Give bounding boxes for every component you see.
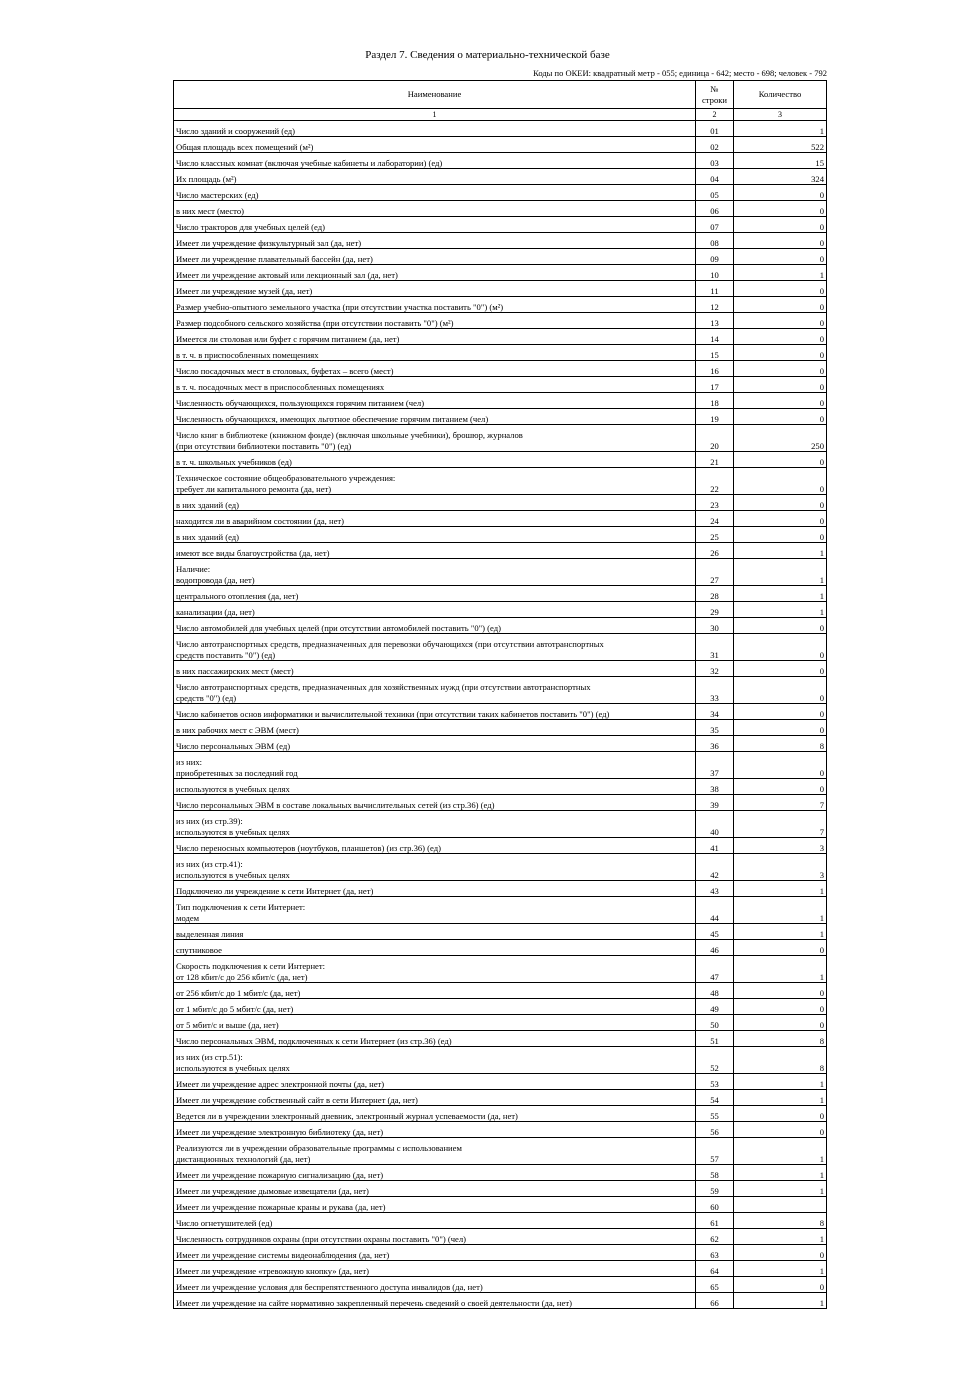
table-row [174, 1047, 827, 1074]
row-quantity-cell: 0 [734, 704, 827, 720]
row-name-cell: Число персональных ЭВМ, подключенных к сети Интернет (из стр.36) (ед) [174, 1031, 696, 1047]
row-quantity-cell: 8 [734, 1047, 827, 1074]
table-row [174, 543, 827, 559]
row-number-cell: 26 [696, 543, 734, 559]
header-name: Наименование [174, 81, 696, 109]
table-row [174, 511, 827, 527]
row-quantity-cell: 0 [734, 233, 827, 249]
table-row [174, 1181, 827, 1197]
row-quantity-cell: 1 [734, 265, 827, 281]
row-name-cell: выделенная линия [174, 924, 696, 940]
row-number-cell: 08 [696, 233, 734, 249]
row-quantity-cell: 7 [734, 811, 827, 838]
row-name-cell: Подключено ли учреждение к сети Интернет (да, нет) [174, 881, 696, 897]
row-name-cell: Тип подключения к сети Интернет: модем [174, 897, 696, 924]
table-row [174, 1293, 827, 1309]
table-row [174, 1031, 827, 1047]
row-number-cell: 59 [696, 1181, 734, 1197]
row-number-cell: 29 [696, 602, 734, 618]
row-name-cell: Численность сотрудников охраны (при отсутствии охраны поставить "0") (чел) [174, 1229, 696, 1245]
row-quantity-cell: 0 [734, 1106, 827, 1122]
row-number-cell: 51 [696, 1031, 734, 1047]
header-quantity: Количество [734, 81, 827, 109]
table-row [174, 281, 827, 297]
row-quantity-cell: 1 [734, 1074, 827, 1090]
table-row [174, 452, 827, 468]
table-row [174, 527, 827, 543]
table-row [174, 1074, 827, 1090]
row-name-cell: в них рабочих мест с ЭВМ (мест) [174, 720, 696, 736]
table-row [174, 409, 827, 425]
row-number-cell: 10 [696, 265, 734, 281]
index-col-1: 1 [174, 109, 696, 121]
row-number-cell: 19 [696, 409, 734, 425]
row-number-cell: 38 [696, 779, 734, 795]
table-row [174, 249, 827, 265]
table-row [174, 1106, 827, 1122]
row-quantity-cell: 8 [734, 736, 827, 752]
row-number-cell: 14 [696, 329, 734, 345]
row-quantity-cell: 1 [734, 1293, 827, 1309]
table-row [174, 377, 827, 393]
row-number-cell: 58 [696, 1165, 734, 1181]
row-number-cell: 55 [696, 1106, 734, 1122]
table-row [174, 956, 827, 983]
section-title: Раздел 7. Сведения о материально-технической базе [365, 49, 610, 61]
table-row [174, 468, 827, 495]
table-row [174, 634, 827, 661]
row-number-cell: 36 [696, 736, 734, 752]
row-number-cell: 05 [696, 185, 734, 201]
row-name-cell: от 1 мбит/с до 5 мбит/с (да, нет) [174, 999, 696, 1015]
row-name-cell: из них (из стр.41): используются в учебных целях [174, 854, 696, 881]
row-quantity-cell: 7 [734, 795, 827, 811]
row-name-cell: Наличие: водопровода (да, нет) [174, 559, 696, 586]
row-quantity-cell: 1 [734, 543, 827, 559]
row-quantity-cell: 0 [734, 1245, 827, 1261]
row-name-cell: Число классных комнат (включая учебные кабинеты и лаборатории) (ед) [174, 153, 696, 169]
row-quantity-cell: 15 [734, 153, 827, 169]
row-quantity-cell: 0 [734, 940, 827, 956]
table-row [174, 677, 827, 704]
row-number-cell: 50 [696, 1015, 734, 1031]
row-name-cell: Имеет ли учреждение собственный сайт в сети Интернет (да, нет) [174, 1090, 696, 1106]
table-row [174, 169, 827, 185]
row-number-cell: 61 [696, 1213, 734, 1229]
row-name-cell: Имеет ли учреждение дымовые извещатели (да, нет) [174, 1181, 696, 1197]
row-name-cell: Скорость подключения к сети Интернет: от 128 кбит/с до 256 кбит/с (да, нет) [174, 956, 696, 983]
row-number-cell: 24 [696, 511, 734, 527]
row-quantity-cell: 0 [734, 677, 827, 704]
row-name-cell: Численность обучающихся, имеющих льготное обеспечение горячим питанием (чел) [174, 409, 696, 425]
table-row [174, 752, 827, 779]
row-quantity-cell: 1 [734, 881, 827, 897]
row-quantity-cell: 0 [734, 361, 827, 377]
row-name-cell: Имеет ли учреждение условия для беспрепятственного доступа инвалидов (да, нет) [174, 1277, 696, 1293]
table-row [174, 137, 827, 153]
row-name-cell: Число персональных ЭВМ в составе локальных вычислительных сетей (из стр.36) (ед) [174, 795, 696, 811]
row-quantity-cell: 1 [734, 1181, 827, 1197]
table-row [174, 393, 827, 409]
index-col-2: 2 [696, 109, 734, 121]
table-row [174, 559, 827, 586]
row-number-cell: 22 [696, 468, 734, 495]
row-name-cell: Число огнетушителей (ед) [174, 1213, 696, 1229]
table-row [174, 1122, 827, 1138]
table-row [174, 1277, 827, 1293]
row-name-cell: Техническое состояние общеобразовательного учреждения: требует ли капитального ремонта (да, нет) [174, 468, 696, 495]
row-name-cell: в т. ч. в приспособленных помещениях [174, 345, 696, 361]
row-quantity-cell: 1 [734, 1090, 827, 1106]
row-number-cell: 48 [696, 983, 734, 999]
row-number-cell: 37 [696, 752, 734, 779]
table-row [174, 345, 827, 361]
row-number-cell: 03 [696, 153, 734, 169]
table-row [174, 704, 827, 720]
row-quantity-cell: 0 [734, 1277, 827, 1293]
row-number-cell: 56 [696, 1122, 734, 1138]
row-number-cell: 39 [696, 795, 734, 811]
row-number-cell: 45 [696, 924, 734, 940]
table-row [174, 121, 827, 137]
row-quantity-cell: 1 [734, 1229, 827, 1245]
row-number-cell: 65 [696, 1277, 734, 1293]
row-name-cell: из них (из стр.39): используются в учебных целях [174, 811, 696, 838]
row-name-cell: Число автотранспортных средств, предназначенных для перевозки обучающихся (при отсутствии автотранспортных средств поставить "0") (ед) [174, 634, 696, 661]
row-number-cell: 40 [696, 811, 734, 838]
row-quantity-cell: 1 [734, 956, 827, 983]
table-row [174, 1245, 827, 1261]
row-number-cell: 53 [696, 1074, 734, 1090]
table-row [174, 795, 827, 811]
row-quantity-cell: 0 [734, 983, 827, 999]
row-number-cell: 54 [696, 1090, 734, 1106]
row-name-cell: Число кабинетов основ информатики и вычислительной техники (при отсутствии таких кабинетов поставить "0") (ед) [174, 704, 696, 720]
row-number-cell: 52 [696, 1047, 734, 1074]
row-quantity-cell: 1 [734, 559, 827, 586]
table-row [174, 495, 827, 511]
table-row [174, 838, 827, 854]
row-quantity-cell: 0 [734, 1122, 827, 1138]
row-name-cell: Имеется ли столовая или буфет с горячим питанием (да, нет) [174, 329, 696, 345]
row-quantity-cell: 522 [734, 137, 827, 153]
table-row [174, 924, 827, 940]
row-number-cell: 12 [696, 297, 734, 313]
row-name-cell: Имеет ли учреждение электронную библиотеку (да, нет) [174, 1122, 696, 1138]
row-number-cell: 42 [696, 854, 734, 881]
row-number-cell: 27 [696, 559, 734, 586]
row-name-cell: в них пассажирских мест (мест) [174, 661, 696, 677]
row-number-cell: 60 [696, 1197, 734, 1213]
row-quantity-cell: 8 [734, 1213, 827, 1229]
row-number-cell: 57 [696, 1138, 734, 1165]
row-name-cell: Имеет ли учреждение «тревожную кнопку» (да, нет) [174, 1261, 696, 1277]
row-name-cell: используются в учебных целях [174, 779, 696, 795]
table-row [174, 233, 827, 249]
row-name-cell: Число переносных компьютеров (ноутбуков, планшетов) (из стр.36) (ед) [174, 838, 696, 854]
row-quantity-cell: 0 [734, 249, 827, 265]
row-name-cell: Имеет ли учреждение музей (да, нет) [174, 281, 696, 297]
row-name-cell: из них (из стр.51): используются в учебных целях [174, 1047, 696, 1074]
row-quantity-cell: 1 [734, 586, 827, 602]
row-quantity-cell: 0 [734, 217, 827, 233]
row-quantity-cell: 1 [734, 897, 827, 924]
row-quantity-cell: 3 [734, 838, 827, 854]
row-name-cell: Число мастерских (ед) [174, 185, 696, 201]
table-row [174, 736, 827, 752]
row-name-cell: от 256 кбит/с до 1 мбит/с (да, нет) [174, 983, 696, 999]
row-name-cell: находится ли в аварийном состоянии (да, нет) [174, 511, 696, 527]
row-name-cell: Размер подсобного сельского хозяйства (при отсутствии поставить "0") (м²) [174, 313, 696, 329]
row-number-cell: 28 [696, 586, 734, 602]
row-quantity-cell: 3 [734, 854, 827, 881]
table-row [174, 361, 827, 377]
row-name-cell: Имеет ли учреждение плавательный бассейн (да, нет) [174, 249, 696, 265]
row-name-cell: Имеет ли учреждение системы видеонаблюдения (да, нет) [174, 1245, 696, 1261]
row-quantity-cell: 0 [734, 297, 827, 313]
table-row [174, 1229, 827, 1245]
row-name-cell: в них зданий (ед) [174, 495, 696, 511]
row-name-cell: Имеет ли учреждение актовый или лекционный зал (да, нет) [174, 265, 696, 281]
row-name-cell: Имеет ли учреждение пожарную сигнализацию (да, нет) [174, 1165, 696, 1181]
row-number-cell: 09 [696, 249, 734, 265]
table-row [174, 618, 827, 634]
table-row [174, 779, 827, 795]
row-name-cell: спутниковое [174, 940, 696, 956]
row-quantity-cell: 1 [734, 924, 827, 940]
row-quantity-cell: 0 [734, 185, 827, 201]
table-row [174, 602, 827, 618]
row-quantity-cell: 0 [734, 511, 827, 527]
row-name-cell: Ведется ли в учреждении электронный дневник, электронный журнал успеваемости (да, нет) [174, 1106, 696, 1122]
table-row [174, 999, 827, 1015]
row-quantity-cell: 0 [734, 527, 827, 543]
row-number-cell: 25 [696, 527, 734, 543]
row-quantity-cell: 1 [734, 1165, 827, 1181]
table-row [174, 201, 827, 217]
row-name-cell: Имеет ли учреждение пожарные краны и рукава (да, нет) [174, 1197, 696, 1213]
index-col-3: 3 [734, 109, 827, 121]
row-quantity-cell: 250 [734, 425, 827, 452]
material-base-table [173, 80, 827, 1309]
row-number-cell: 35 [696, 720, 734, 736]
row-number-cell: 43 [696, 881, 734, 897]
header-row-number: № строки [696, 81, 734, 109]
row-name-cell: Число автомобилей для учебных целей (при отсутствии автомобилей поставить "0") (ед) [174, 618, 696, 634]
row-name-cell: в т. ч. посадочных мест в приспособленных помещениях [174, 377, 696, 393]
table-row [174, 983, 827, 999]
row-number-cell: 47 [696, 956, 734, 983]
row-quantity-cell: 0 [734, 634, 827, 661]
table-body [174, 121, 827, 1309]
row-number-cell: 13 [696, 313, 734, 329]
row-number-cell: 11 [696, 281, 734, 297]
row-quantity-cell: 0 [734, 720, 827, 736]
row-name-cell: в них зданий (ед) [174, 527, 696, 543]
table-row [174, 720, 827, 736]
row-quantity-cell: 0 [734, 409, 827, 425]
row-number-cell: 32 [696, 661, 734, 677]
row-number-cell: 21 [696, 452, 734, 468]
row-name-cell: Число зданий и сооружений (ед) [174, 121, 696, 137]
row-name-cell: от 5 мбит/с и выше (да, нет) [174, 1015, 696, 1031]
row-name-cell: из них: приобретенных за последний год [174, 752, 696, 779]
row-name-cell: Число персональных ЭВМ (ед) [174, 736, 696, 752]
row-number-cell: 23 [696, 495, 734, 511]
row-number-cell: 01 [696, 121, 734, 137]
row-name-cell: Имеет ли учреждение физкультурный зал (да, нет) [174, 233, 696, 249]
row-number-cell: 49 [696, 999, 734, 1015]
row-number-cell: 30 [696, 618, 734, 634]
row-name-cell: Число книг в библиотеке (книжном фонде) (включая школьные учебники), брошюр, журналов (при отсутствии библиотеки поставить "0") (ед) [174, 425, 696, 452]
row-quantity-cell: 0 [734, 345, 827, 361]
row-number-cell: 02 [696, 137, 734, 153]
row-quantity-cell: 0 [734, 752, 827, 779]
row-number-cell: 66 [696, 1293, 734, 1309]
table-row [174, 881, 827, 897]
row-number-cell: 18 [696, 393, 734, 409]
row-number-cell: 41 [696, 838, 734, 854]
row-name-cell: имеют все виды благоустройства (да, нет) [174, 543, 696, 559]
row-number-cell: 46 [696, 940, 734, 956]
row-quantity-cell: 0 [734, 377, 827, 393]
row-quantity-cell: 1 [734, 1261, 827, 1277]
row-number-cell: 44 [696, 897, 734, 924]
table-row [174, 940, 827, 956]
row-number-cell: 04 [696, 169, 734, 185]
row-quantity-cell: 0 [734, 452, 827, 468]
row-quantity-cell: 0 [734, 999, 827, 1015]
row-quantity-cell: 0 [734, 618, 827, 634]
row-quantity-cell: 1 [734, 121, 827, 137]
okei-codes: Коды по ОКЕИ: квадратный метр - 055; единица - 642; место - 698; человек - 792 [533, 68, 827, 78]
row-name-cell: Реализуются ли в учреждении образовательные программы с использованием дистанционных технологий (да, нет) [174, 1138, 696, 1165]
row-number-cell: 15 [696, 345, 734, 361]
row-quantity-cell: 0 [734, 779, 827, 795]
row-name-cell: Число автотранспортных средств, предназначенных для хозяйственных нужд (при отсутствии автотранспортных средств "0") (ед) [174, 677, 696, 704]
row-name-cell: Численность обучающихся, пользующихся горячим питанием (чел) [174, 393, 696, 409]
row-number-cell: 64 [696, 1261, 734, 1277]
row-quantity-cell: 0 [734, 393, 827, 409]
table-row [174, 329, 827, 345]
table-row [174, 661, 827, 677]
row-quantity-cell: 0 [734, 201, 827, 217]
row-name-cell: Размер учебно-опытного земельного участка (при отсутствии участка поставить "0") (м²) [174, 297, 696, 313]
row-quantity-cell: 0 [734, 281, 827, 297]
row-quantity-cell: 8 [734, 1031, 827, 1047]
table-row [174, 586, 827, 602]
table-row [174, 897, 827, 924]
row-number-cell: 07 [696, 217, 734, 233]
row-name-cell: Общая площадь всех помещений (м²) [174, 137, 696, 153]
table-row [174, 265, 827, 281]
table-row [174, 217, 827, 233]
row-name-cell: Имеет ли учреждение на сайте нормативно закрепленный перечень сведений о своей деятельности (да, нет) [174, 1293, 696, 1309]
row-number-cell: 16 [696, 361, 734, 377]
table-row [174, 1197, 827, 1213]
row-number-cell: 17 [696, 377, 734, 393]
row-name-cell: центрального отопления (да, нет) [174, 586, 696, 602]
row-name-cell: Имеет ли учреждение адрес электронной почты (да, нет) [174, 1074, 696, 1090]
table-row [174, 1213, 827, 1229]
row-number-cell: 34 [696, 704, 734, 720]
row-name-cell: Их площадь (м²) [174, 169, 696, 185]
row-number-cell: 06 [696, 201, 734, 217]
row-quantity-cell: 1 [734, 1138, 827, 1165]
table-row [174, 1138, 827, 1165]
table-row [174, 1015, 827, 1031]
row-name-cell: Число тракторов для учебных целей (ед) [174, 217, 696, 233]
table-row [174, 854, 827, 881]
row-name-cell: канализации (да, нет) [174, 602, 696, 618]
table-row [174, 297, 827, 313]
row-number-cell: 20 [696, 425, 734, 452]
row-quantity-cell: 0 [734, 313, 827, 329]
row-quantity-cell: 324 [734, 169, 827, 185]
table-row [174, 425, 827, 452]
row-quantity-cell: 0 [734, 329, 827, 345]
table-row [174, 1165, 827, 1181]
row-quantity-cell: 1 [734, 602, 827, 618]
row-number-cell: 63 [696, 1245, 734, 1261]
row-number-cell: 31 [696, 634, 734, 661]
table-row [174, 1261, 827, 1277]
row-quantity-cell: 0 [734, 1015, 827, 1031]
row-name-cell: в т. ч. школьных учебников (ед) [174, 452, 696, 468]
table-row [174, 153, 827, 169]
row-quantity-cell: 0 [734, 661, 827, 677]
table-row [174, 313, 827, 329]
row-quantity-cell: 0 [734, 495, 827, 511]
table-row [174, 1090, 827, 1106]
row-quantity-cell [734, 1197, 827, 1213]
row-number-cell: 62 [696, 1229, 734, 1245]
row-number-cell: 33 [696, 677, 734, 704]
row-name-cell: в них мест (место) [174, 201, 696, 217]
row-name-cell: Число посадочных мест в столовых, буфетах – всего (мест) [174, 361, 696, 377]
row-quantity-cell: 0 [734, 468, 827, 495]
table-row [174, 185, 827, 201]
table-row [174, 811, 827, 838]
